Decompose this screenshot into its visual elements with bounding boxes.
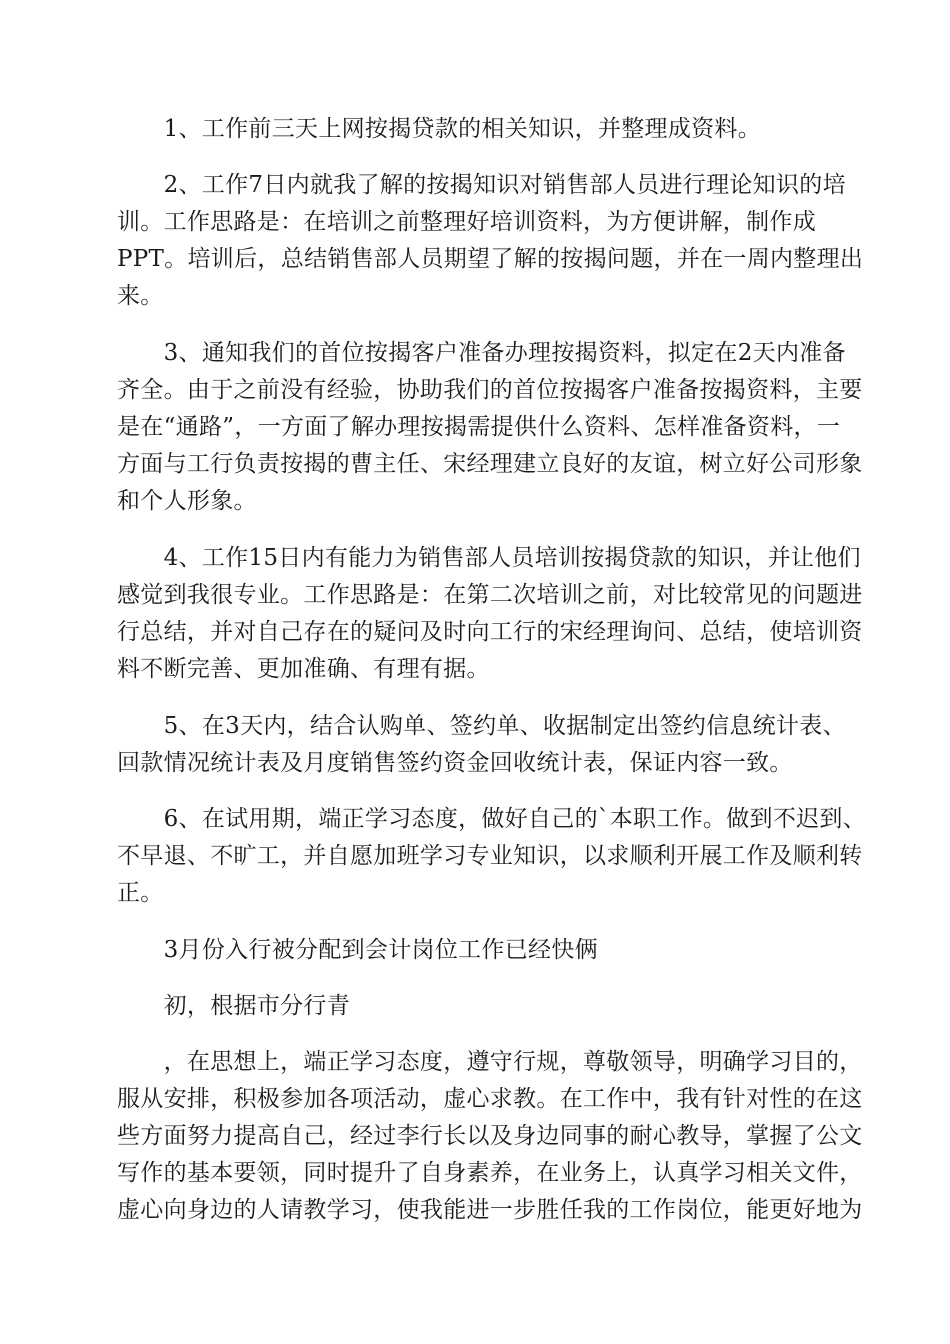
text-line: 3、通知我们的首位按揭客户准备办理按揭资料，拟定在2天内准备 [117, 340, 846, 366]
text-line: 4、工作15日内有能力为销售部人员培训按揭贷款的知识，并让他们 [117, 545, 861, 571]
text-line: 3月份入行被分配到会计岗位工作已经快俩 [117, 937, 598, 963]
text-line: 回款情况统计表及月度销售签约资金回收统计表，保证内容一致。 [117, 750, 793, 776]
text-line: 写作的基本要领，同时提升了自身素养，在业务上，认真学习相关文件， [117, 1160, 863, 1186]
text-line: 6、在试用期，端正学习态度，做好自己的`本职工作。做到不迟到、 [117, 806, 867, 832]
text-line: ，在思想上，端正学习态度，遵守行规，尊敬领导，明确学习目的， [117, 1049, 863, 1075]
text-line: 和个人形象。 [117, 488, 257, 514]
text-line: 些方面努力提高自己，经过李行长以及身边同事的耐心教导，掌握了公文 [117, 1123, 863, 1149]
text-line: 料不断完善、更加准确、有理有据。 [117, 656, 490, 682]
text-line: 正。 [117, 880, 164, 906]
text-line: 初，根据市分行青 [117, 993, 350, 1019]
text-line: 1、工作前三天上网按揭贷款的相关知识，并整理成资料。 [117, 116, 762, 142]
text-line: 齐全。由于之前没有经验，协助我们的首位按揭客户准备按揭资料，主要 [117, 377, 863, 403]
text-line: 虚心向身边的人请教学习，使我能进一步胜任我的工作岗位，能更好地为 [117, 1197, 863, 1223]
text-line: 方面与工行负责按揭的曹主任、宋经理建立良好的友谊，树立好公司形象 [117, 451, 863, 477]
text-line: 不早退、不旷工，并自愿加班学习专业知识，以求顺利开展工作及顺利转 [117, 843, 863, 869]
text-line: 是在“通路”，一方面了解办理按揭需提供什么资料、怎样准备资料，一 [117, 414, 841, 440]
text-line: 训。工作思路是：在培训之前整理好培训资料，为方便讲解，制作成 [117, 209, 816, 235]
text-line: 行总结，并对自己存在的疑问及时向工行的宋经理询问、总结，使培训资 [117, 619, 863, 645]
text-line: 来。 [117, 283, 164, 309]
text-line: PPT。培训后，总结销售部人员期望了解的按揭问题，并在一周内整理出 [117, 246, 864, 272]
text-line: 感觉到我很专业。工作思路是：在第二次培训之前，对比较常见的问题进 [117, 582, 863, 608]
text-line: 2、工作7日内就我了解的按揭知识对销售部人员进行理论知识的培 [117, 172, 846, 198]
text-line: 服从安排，积极参加各项活动，虚心求教。在工作中，我有针对性的在这 [117, 1086, 863, 1112]
text-line: 5、在3天内，结合认购单、签约单、收据制定出签约信息统计表、 [117, 713, 846, 739]
